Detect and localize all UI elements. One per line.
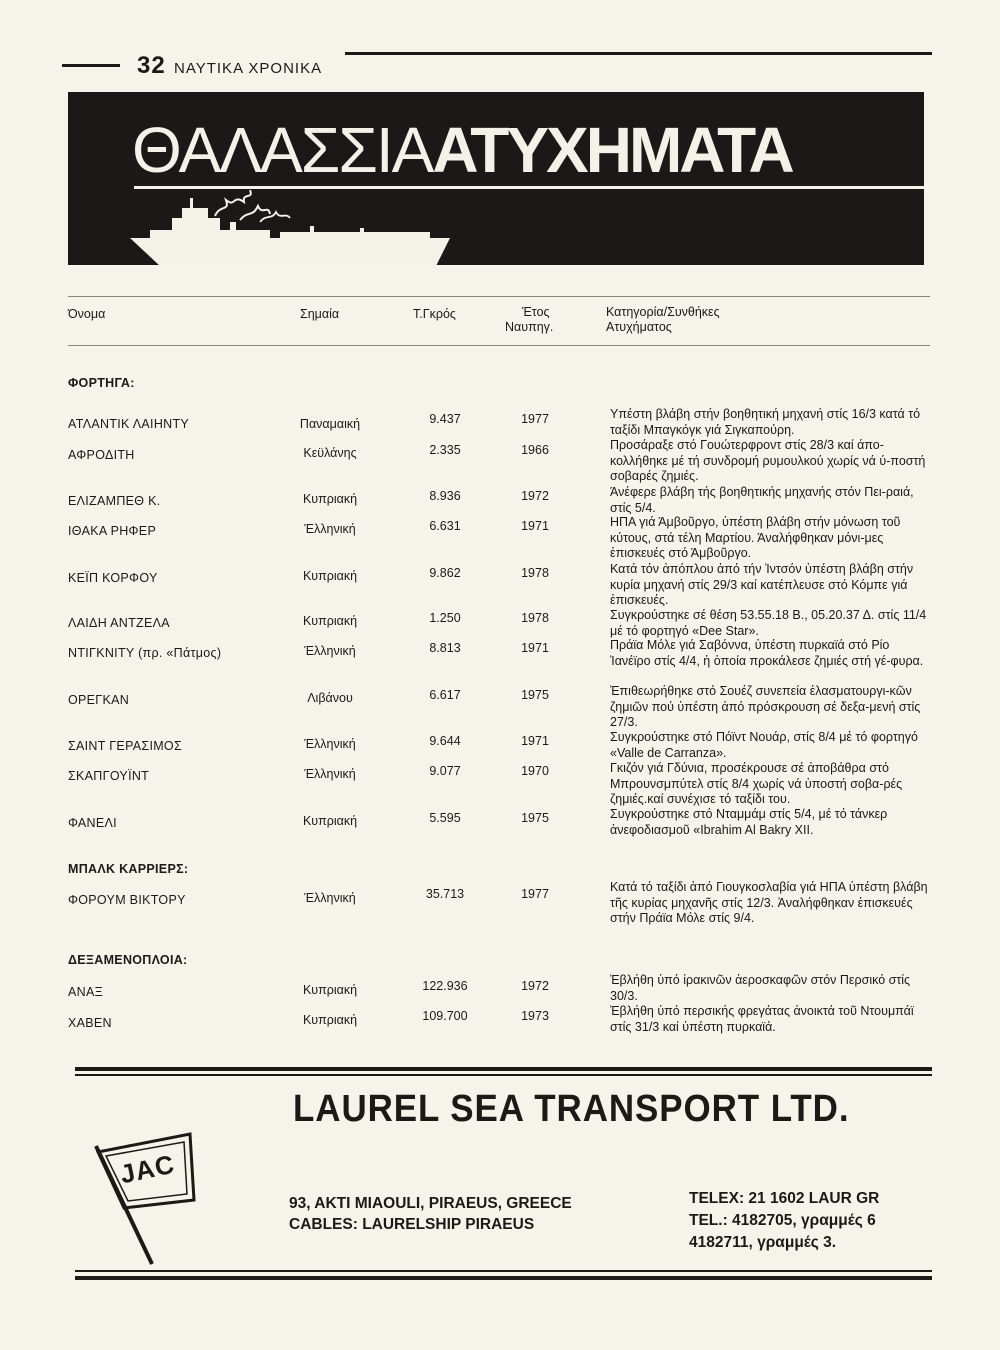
incident-description: Γκιζόν γιά Γδύνια, προσέκρουσε σέ ἀποβάθρα στό Μπρουνσμπύτελ στίς 8/4 χωρίς νά ὑποστή σοβα-ρές ζημιές.καί συνέχισε τό ταξίδι του. [610, 761, 903, 806]
section-title-tankers: ΔΕΞΑΜΕΝΟΠΛΟΙΑ: [68, 953, 188, 967]
ship-year: 1978 [521, 566, 549, 580]
ship-name: ΑΤΛΑΝΤΙΚ ΛΑΙΗΝΤΥ [68, 417, 190, 431]
advert-telex: TELEX: 21 1602 LAUR GR [689, 1190, 880, 1207]
ship-name: ΑΦΡΟΔΙΤΗ [68, 448, 135, 462]
col-header-year-1: Έτος [522, 305, 550, 319]
col-header-category-2: Ατυχήματος [606, 320, 672, 334]
ship-flag: Παναμαική [299, 417, 361, 431]
ship-year: 1975 [521, 811, 549, 825]
incident-description: Κατά τό ταξίδι ἀπό Γιουγκοσλαβία γιά ΗΠΑ ὑπέστη βλάβη τῆς κυρίας μηχανῆς στίς 12/3. Ἀναλήφθηκαν ἐπισκευές στήν Πράϊα Μόλε στίς 9/4. [610, 880, 928, 925]
ship-year: 1973 [521, 1009, 549, 1023]
ship-tonnage: 122.936 [422, 979, 468, 993]
ship-year: 1977 [521, 412, 549, 426]
ship-name: ΝΤΙΓΚΝΙΤΥ (πρ. «Πάτμος) [68, 646, 222, 660]
ship-tonnage: 9.644 [429, 734, 461, 748]
ship-name: ΧΑΒΕΝ [68, 1016, 112, 1030]
ship-flag: Κυπριακή [302, 1013, 358, 1027]
ship-flag: Κυπριακή [302, 614, 358, 628]
page-number: 32 [137, 52, 166, 79]
banner-title-light: ΘΑΛΑΣΣΙΑ [132, 114, 433, 186]
incident-description: Ἐβλήθη ὑπό ἰρακινῶν ἀεροσκαφῶν στόν Περσικό στίς 30/3. [610, 973, 911, 1003]
magazine-title: ΝΑΥΤΙΚΑ ΧΡΟΝΙΚΑ [174, 60, 323, 77]
ship-flag: Κυπριακή [302, 814, 358, 828]
col-header-category-1: Κατηγορία/Συνθήκες [606, 305, 720, 319]
ship-name: ΦΟΡΟΥΜ ΒΙΚΤΟΡΥ [68, 893, 186, 907]
advert-tel-2: 4182711, γραμμές 3. [689, 1234, 837, 1251]
ship-flag: Λιβάνου [307, 691, 353, 705]
advert-cables: CABLES: LAURELSHIP PIRAEUS [289, 1216, 535, 1233]
ship-flag: Κεϋλάνης [303, 446, 357, 460]
ship-flag: Κυπριακή [302, 983, 358, 997]
ship-year: 1971 [521, 734, 549, 748]
ship-flag: Έλληνική [304, 644, 356, 658]
ship-name: ΦΑΝΕΛΙ [68, 816, 117, 830]
ship-flag: Έλληνική [304, 767, 356, 781]
incident-description: Πράϊα Μόλε γιά Σαβόννα, ὑπέστη πυρκαϊά στό Ρίο Ἰανέϊρο στίς 4/4, ἡ ὁποία προκάλεσε ζημιές στή γέ-φυρα. [610, 638, 924, 668]
burning-ship-icon [120, 190, 460, 274]
advert-top-rule-thick [75, 1067, 932, 1071]
incident-description: Ἐβλήθη ὑπό περσικής φρεγάτας ἀνοικτά τοῦ Ντουμπάϊ στίς 31/3 καί ὑπέστη πυρκαϊά. [610, 1004, 914, 1034]
ship-name: ΣΑΙΝΤ ΓΕΡΑΣΙΜΟΣ [68, 739, 182, 753]
ship-flag: Έλληνική [304, 737, 356, 751]
banner-rule [134, 186, 924, 189]
ship-year: 1972 [521, 489, 549, 503]
ship-year: 1978 [521, 611, 549, 625]
table-header-rule [68, 345, 930, 346]
ship-year: 1977 [521, 887, 549, 901]
ship-tonnage: 5.595 [429, 811, 461, 825]
incident-description: Συγκρούστηκε στό Νταμμάμ στίς 5/4, μέ τό τάνκερ ἀνεφοδιασμοῦ «Ibrahim Al Bakry XII. [610, 807, 888, 837]
ship-tonnage: 6.617 [429, 688, 461, 702]
ship-name: ΟΡΕΓΚΑΝ [68, 693, 130, 707]
ship-name: ΕΛΙΖΑΜΠΕΘ Κ. [68, 494, 161, 508]
ship-name: ΙΘΑΚΑ ΡΗΦΕΡ [68, 524, 157, 538]
ship-year: 1966 [521, 443, 549, 457]
advert-bottom-rule-thick [75, 1276, 932, 1280]
incident-description: ΗΠΑ γιά Άμβοῦργο, ὑπέστη βλάβη στήν μόνωση τοῦ κύτους, στά τέλη Μαρτίου. Άναλήφθηκαν μόνι-μες ἐπισκευές στό Άμβοῦργο. [610, 515, 901, 560]
ship-tonnage: 35.713 [425, 887, 465, 901]
advert-bottom-rule-thin [75, 1270, 932, 1272]
ship-tonnage: 8.936 [429, 489, 461, 503]
banner-title [132, 114, 792, 186]
ship-tonnage: 9.862 [429, 566, 461, 580]
col-header-tonnage: Τ.Γκρός [413, 307, 456, 321]
ship-tonnage: 109.700 [422, 1009, 468, 1023]
col-header-flag: Σημαία [300, 307, 340, 321]
ship-tonnage: 9.077 [429, 764, 461, 778]
header-rule-right [345, 52, 932, 55]
jac-flag-logo [90, 1130, 230, 1270]
incident-description: Άνέφερε βλάβη τής βοηθητικής μηχανής στόν Πει-ραιά, στίς 5/4. [610, 485, 914, 515]
ship-tonnage: 2.335 [429, 443, 461, 457]
ship-year: 1975 [521, 688, 549, 702]
ship-name: ΛΑΙΔΗ ΑΝΤΖΕΛΑ [68, 616, 170, 630]
col-header-year-2: Ναυπηγ. [505, 320, 554, 334]
advert-address: 93, AKTI MIAOULI, PIRAEUS, GREECE [289, 1195, 572, 1212]
advert-top-rule-thin [75, 1074, 932, 1076]
table-top-rule [68, 296, 930, 297]
ship-tonnage: 6.631 [429, 519, 461, 533]
banner-title-bold: ΑΤΥΧΗΜΑΤΑ [432, 114, 792, 186]
ship-flag: Έλληνική [304, 891, 356, 905]
advert-tel-1: TEL.: 4182705, γραμμές 6 [689, 1212, 876, 1229]
col-header-name: Όνομα [68, 307, 106, 321]
ship-year: 1971 [521, 519, 549, 533]
incident-description: Προσάραξε στό Γουώτερφροντ στίς 28/3 καί άπο-κολλήθηκε μέ τή συνδρομή ρυμουλκού χωρίς νά ύ-ποστή σοβαρές ζημιές. [610, 438, 926, 483]
incident-description: Υπέστη βλάβη στήν βοηθητική μηχανή στίς 16/3 κατά τό ταξίδι Μπαγκόγκ γιά Σιγκαπούρη. [610, 407, 921, 437]
incident-description: Συγκρούστηκε σέ θέση 53.55.18 Β., 05.20.37 Δ. στίς 11/4 μέ τό φορτηγό «Dee Star». [610, 608, 927, 638]
ship-flag: Έλληνική [304, 522, 356, 536]
section-title-bulk-carriers: ΜΠΑΛΚ ΚΑΡΡΙΕΡΣ: [68, 862, 189, 876]
advert-company-name: LAUREL SEA TRANSPORT LTD. [293, 1088, 850, 1130]
flag-logo-text: JAC [117, 1148, 178, 1190]
ship-tonnage: 1.250 [429, 611, 461, 625]
ship-tonnage: 9.437 [429, 412, 461, 426]
ship-name: ΚΕΪΠ ΚΟΡΦΟΥ [68, 571, 158, 585]
ship-year: 1971 [521, 641, 549, 655]
incident-description: Κατά τόν ἀπόπλου ἀπό τήν Ἰντσόν ὑπέστη βλάβη στήν κυρία μηχανή στίς 29/3 καί κατέπλευσε στό Κόμπε γιά ἐπισκευές. [610, 562, 914, 607]
ship-name: ΣΚΑΠΓΟΥΪΝΤ [68, 769, 150, 783]
incident-description: Ἐπιθεωρήθηκε στό Σουέζ συνεπεία ἐλασματουργι-κῶν ζημιῶν πού ὑπέστη ἀπό πρόσκρουση σέ δεξα-μενή στίς 27/3. [610, 684, 921, 729]
ship-tonnage: 8.813 [429, 641, 461, 655]
ship-year: 1972 [521, 979, 549, 993]
ship-year: 1970 [521, 764, 549, 778]
ship-name: ΑΝΑΞ [68, 985, 104, 999]
ship-flag: Κυπριακή [302, 492, 358, 506]
incident-description: Συγκρούστηκε στό Πόϊντ Νουάρ, στίς 8/4 μέ τό φορτηγό «Valle de Carranza». [610, 730, 918, 760]
section-title-cargo: ΦΟΡΤΗΓΑ: [68, 376, 135, 390]
ship-flag: Κυπριακή [302, 569, 358, 583]
header-rule-left [62, 64, 120, 67]
